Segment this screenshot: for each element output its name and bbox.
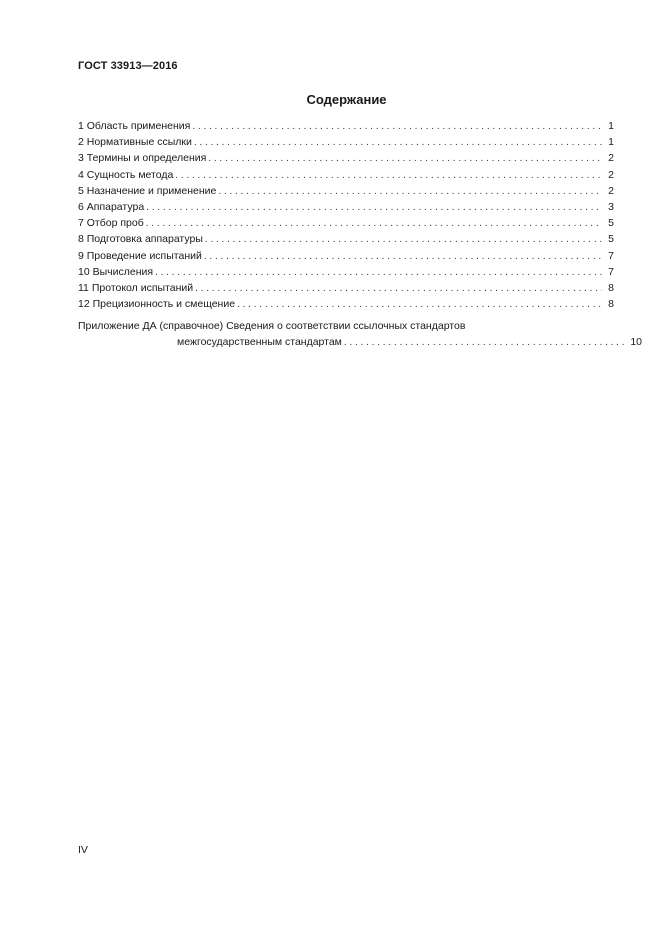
toc-item-page: 2 [608,168,614,181]
toc-item-page: 8 [608,281,614,294]
dot-leader [204,249,602,265]
toc-item-page: 5 [608,217,614,230]
toc-item-10[interactable] [78,264,614,280]
dot-leader [344,335,626,351]
toc-title [0,92,661,107]
toc-item-2[interactable] [78,134,614,150]
toc-item-7[interactable] [78,215,614,231]
dot-leader [237,297,602,313]
toc-item-8[interactable] [78,231,614,247]
dot-leader [146,216,602,232]
toc-item-label: 4 Сущность метода [78,168,174,181]
toc-item-page: 1 [608,136,614,149]
toc-item-page: 8 [608,298,614,311]
toc-item-label: 2 Нормативные ссылки [78,136,192,149]
dot-leader [194,135,602,151]
appendix-title-line2: межгосударственным стандартам [177,336,342,349]
table-of-contents [78,118,614,312]
document-id: ГОСТ 33913—2016 [78,60,178,72]
toc-item-label: 6 Аппаратура [78,200,145,213]
page-number: IV [78,844,88,856]
appendix-page: 10 [630,336,642,349]
toc-item-1[interactable] [78,118,614,134]
toc-item-page: 3 [608,200,614,213]
toc-item-label: 9 Проведение испытаний [78,249,202,262]
toc-item-11[interactable] [78,280,614,296]
toc-item-12[interactable] [78,296,614,312]
toc-item-6[interactable] [78,199,614,215]
toc-item-page: 1 [608,120,614,132]
toc-item-appendix[interactable] [78,318,642,350]
toc-item-page: 5 [608,233,614,246]
dot-leader [208,151,602,167]
dot-leader [175,168,602,184]
toc-item-9[interactable] [78,248,614,264]
toc-item-label: 5 Назначение и применение [78,184,217,197]
toc-item-label: 7 Отбор проб [78,217,144,230]
toc-item-page: 7 [608,249,614,262]
toc-item-label: 12 Прецизионность и смещение [78,298,236,311]
toc-item-page: 2 [608,152,614,165]
toc-item-label: 1 Область применения [78,120,191,132]
dot-leader [205,232,602,248]
appendix-title-line1: Приложение ДА (справочное) Сведения о соответствии ссылочных стандартов [78,320,466,332]
dot-leader [146,200,602,216]
toc-item-label: 8 Подготовка аппаратуры [78,233,203,246]
toc-item-label: 10 Вычисления [78,265,154,278]
dot-leader [195,281,602,297]
appendix-title-line2-row [177,334,642,350]
toc-item-label: 11 Протокол испытаний [78,281,194,294]
toc-item-4[interactable] [78,167,614,183]
toc-item-label: 3 Термины и определения [78,152,207,165]
dot-leader [218,184,602,200]
toc-item-page: 7 [608,265,614,278]
toc-item-page: 2 [608,184,614,197]
dot-leader [155,265,602,281]
toc-item-5[interactable] [78,183,614,199]
toc-item-3[interactable] [78,150,614,166]
toc-title-text: Содержание [306,92,387,107]
dot-leader [192,119,602,135]
